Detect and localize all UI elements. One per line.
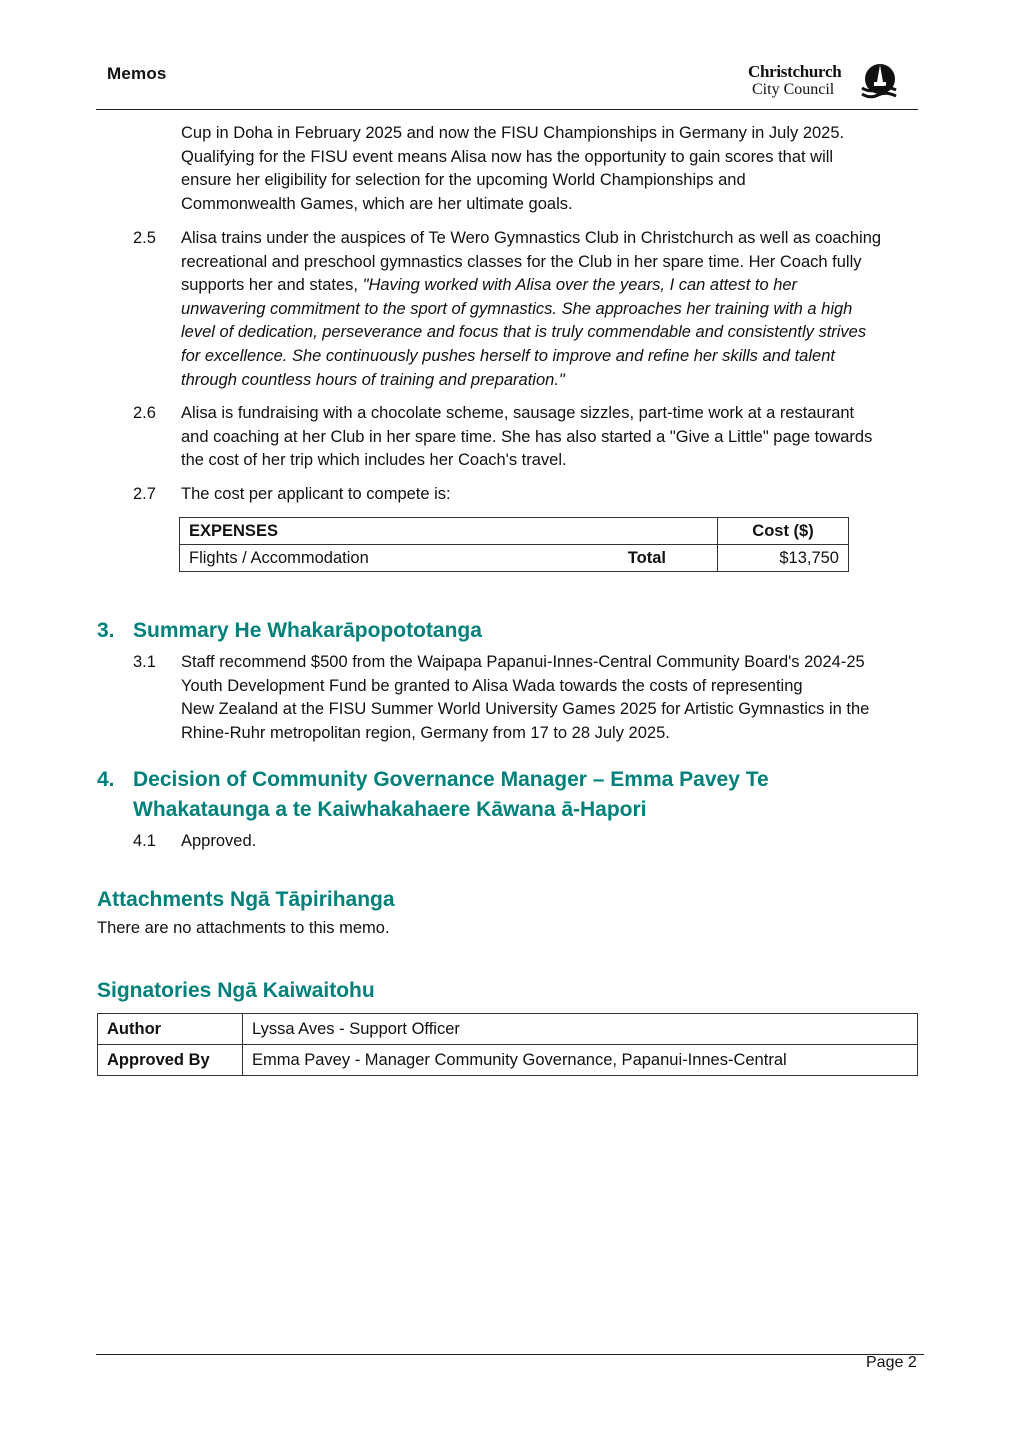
text-line: ensure her eligibility for selection for the upcoming World Championships and: [181, 171, 746, 190]
quote-line: for excellence. She continuously pushes herself to improve and refine her skills and talent: [181, 346, 835, 365]
text-line: Qualifying for the FISU event means Alisa now has the opportunity to gain scores that will: [181, 147, 834, 166]
text-line: recreational and preschool gymnastics classes for the Club in her spare time. Her Coach fully: [181, 252, 862, 271]
text-line: Alisa is fundraising with a chocolate scheme, sausage sizzles, part-time work at a restaurant: [181, 404, 855, 422]
attachments-text: There are no attachments to this memo.: [97, 919, 390, 937]
section-4-heading: [97, 765, 897, 825]
section-title-line: Decision of Community Governance Manager – Emma Pavey Te: [133, 768, 769, 791]
text-line: the cost of her trip which includes her Coach's travel.: [181, 451, 567, 470]
table-header-row: [180, 518, 849, 545]
header-rule: [96, 109, 918, 110]
cost-header: Cost ($): [718, 518, 849, 545]
text-span: supports her and states,: [181, 276, 363, 295]
table-row: [98, 1045, 918, 1076]
attachments-heading: Attachments Ngā Tāpirihanga: [97, 888, 395, 911]
quote-span: "Having worked with Alisa over the years, I can attest to her: [362, 276, 798, 295]
signatory-value: Emma Pavey - Manager Community Governance, Papanui-Innes-Central: [243, 1045, 918, 1076]
council-logo: [746, 60, 906, 104]
expenses-header: EXPENSES: [180, 518, 718, 545]
header-title: Memos: [107, 64, 167, 83]
logo-line-1: Christchurch: [748, 62, 842, 81]
para-number: 2.7: [133, 485, 156, 503]
quote-line: through countless hours of training and preparation.": [181, 370, 565, 389]
signatory-label: Approved By: [98, 1045, 243, 1076]
paragraph-2-6: [181, 402, 921, 473]
paragraph-2-5: [181, 227, 921, 392]
signatories-heading: Signatories Ngā Kaiwaitohu: [97, 979, 375, 1002]
paragraph-2-7: The cost per applicant to compete is:: [181, 485, 451, 503]
text-line: Staff recommend $500 from the Waipapa Papanui-Innes-Central Community Board's 2024-25: [181, 653, 865, 671]
para-number: 3.1: [133, 653, 156, 671]
section-number: 4.: [97, 768, 115, 791]
expense-cell: [180, 545, 718, 572]
text-line: [181, 274, 921, 298]
section-title-line: Whakataunga a te Kaiwhakahaere Kāwana ā-Hapori: [133, 798, 647, 821]
text-line: Alisa trains under the auspices of Te Wero Gymnastics Club in Christchurch as well as coaching: [181, 229, 882, 247]
signatory-label: Author: [98, 1014, 243, 1045]
paragraph-4-1: Approved.: [181, 832, 257, 850]
signatories-table: [97, 1013, 918, 1076]
cathedral-logo-icon: [858, 62, 900, 100]
quote-line: unwavering commitment to the sport of gymnastics. She approaches her training with a high: [181, 299, 853, 318]
paragraph-3-1: [181, 651, 921, 745]
total-amount: $13,750: [718, 545, 849, 572]
page-number: Page 2: [866, 1354, 917, 1371]
total-label: Total: [627, 548, 666, 567]
text-line: New Zealand at the FISU Summer World University Games 2025 for Artistic Gymnastics in the: [181, 700, 870, 719]
para-number: 4.1: [133, 832, 156, 850]
section-title: Summary He Whakarāpopototanga: [133, 619, 482, 642]
text-line: Youth Development Fund be granted to Alisa Wada towards the costs of representing: [181, 676, 803, 695]
text-line: Rhine-Ruhr metropolitan region, Germany from 17 to 28 July 2025.: [181, 723, 670, 742]
text-line: and coaching at her Club in her spare time. She has also started a "Give a Little" page towards: [181, 427, 873, 446]
signatory-value: Lyssa Aves - Support Officer: [243, 1014, 918, 1045]
para-number: 2.5: [133, 229, 156, 247]
table-row: [98, 1014, 918, 1045]
cost-table: [179, 517, 849, 572]
quote-line: level of dedication, perseverance and focus that is truly commendable and consistently strives: [181, 323, 867, 342]
table-row: [180, 545, 849, 572]
text-line: Cup in Doha in February 2025 and now the FISU Championships in Germany in July 2025.: [181, 124, 845, 142]
section-number: 3.: [97, 619, 115, 642]
logo-line-2: City Council: [752, 81, 835, 98]
expense-item: Flights / Accommodation: [189, 548, 369, 567]
footer-rule: [96, 1354, 924, 1355]
text-line: Commonwealth Games, which are her ultimate goals.: [181, 194, 573, 213]
intro-paragraph: [181, 122, 921, 216]
para-number: 2.6: [133, 404, 156, 422]
